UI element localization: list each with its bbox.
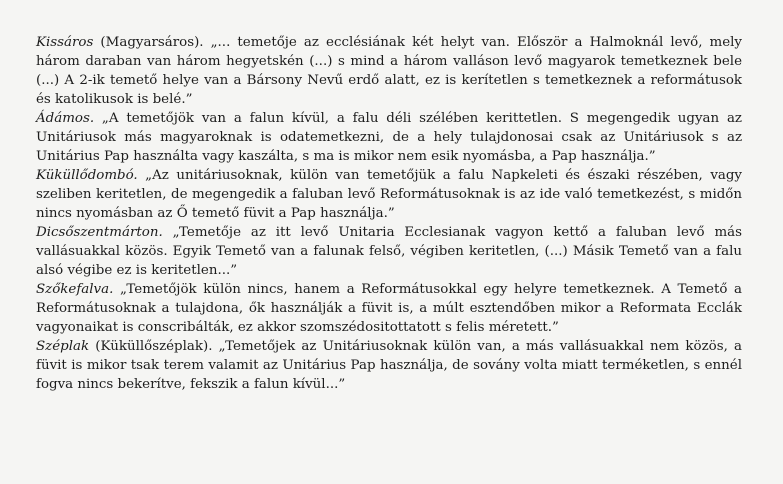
- entry-text: (Küküllőszéplak). „Temetőjek az Unitáriusoknak külön van, a más vallásuakkal nem közös, a füvit is mikor tsak terem valamit az Unitárius Pap használja, de sovány volta miatt terméketlen, s ennél fogva nincs bekerítve, fekszik a falun kívül...”: [36, 339, 742, 392]
- entry-text: „Temetőjök külön nincs, hanem a Reformátusokkal egy helyre temetkeznek. A Temető a Reformátusoknak a tulajdona, ők használják a füvit is, a múlt esztendőben mikor a Reformata Ecclák vagyonaikat is conscribálták, ez akkor szomszédositottatott s felis méretett.”: [36, 282, 742, 335]
- entry-kukullodombo: [36, 166, 742, 223]
- entry-dicsoszentmarton: [36, 223, 742, 280]
- place-name: Küküllődombó.: [36, 168, 138, 183]
- entry-szeplak: [36, 337, 742, 394]
- place-name: Kissáros: [36, 35, 94, 50]
- entry-text: (Magyarsáros). „... temetője az ecclésiának két helyt van. Először a Halmoknál levő, mely három daraban van három hegyetskén (...) s mind a három valláson levő magyarok temetkeznek bele (...) A 2-ik temető helye van a Bársony Nevű erdő alatt, ez is kerítetlen s temetkeznek a reformátusok és katolikusok is belé.”: [36, 35, 742, 107]
- entry-text: „Temetője az itt levő Unitaria Ecclesianak vagyon kettő a faluban levő más vallásuakkal közös. Egyik Temető van a falunak felső, végiben keritetlen, (...) Másik Temető van a falu alsó végibe ez is keritetlen...”: [36, 225, 742, 278]
- place-name: Dicsőszentmárton.: [36, 225, 163, 240]
- entry-kissaros: [36, 33, 742, 109]
- entry-text: „A temetőjök van a falun kívül, a falu déli szélében kerittetlen. S megengedik ugyan az Unitáriusok más magyaroknak is odatemetkezni, de a hely tulajdonosai csak az Unitáriusok s az Unitárius Pap használta vagy kaszálta, s ma is mikor nem esik nyomásba, a Pap használja.”: [36, 111, 742, 164]
- place-name: Széplak: [36, 339, 90, 354]
- entry-szokefalva: [36, 280, 742, 337]
- place-name: Szőkefalva.: [36, 282, 114, 297]
- entry-text: „Az unitáriusoknak, külön van temetőjük a falu Napkeleti és északi részében, vagy szeliben keritetlen, de megengedik a faluban levő Reformátusoknak is az ide való temetkezést, s midőn nincs nyomásban az Ő temető füvit a Pap használja.”: [36, 168, 742, 221]
- cemetery-records-text: [36, 33, 742, 394]
- place-name: Ádámos.: [36, 111, 95, 126]
- entry-adamos: [36, 109, 742, 166]
